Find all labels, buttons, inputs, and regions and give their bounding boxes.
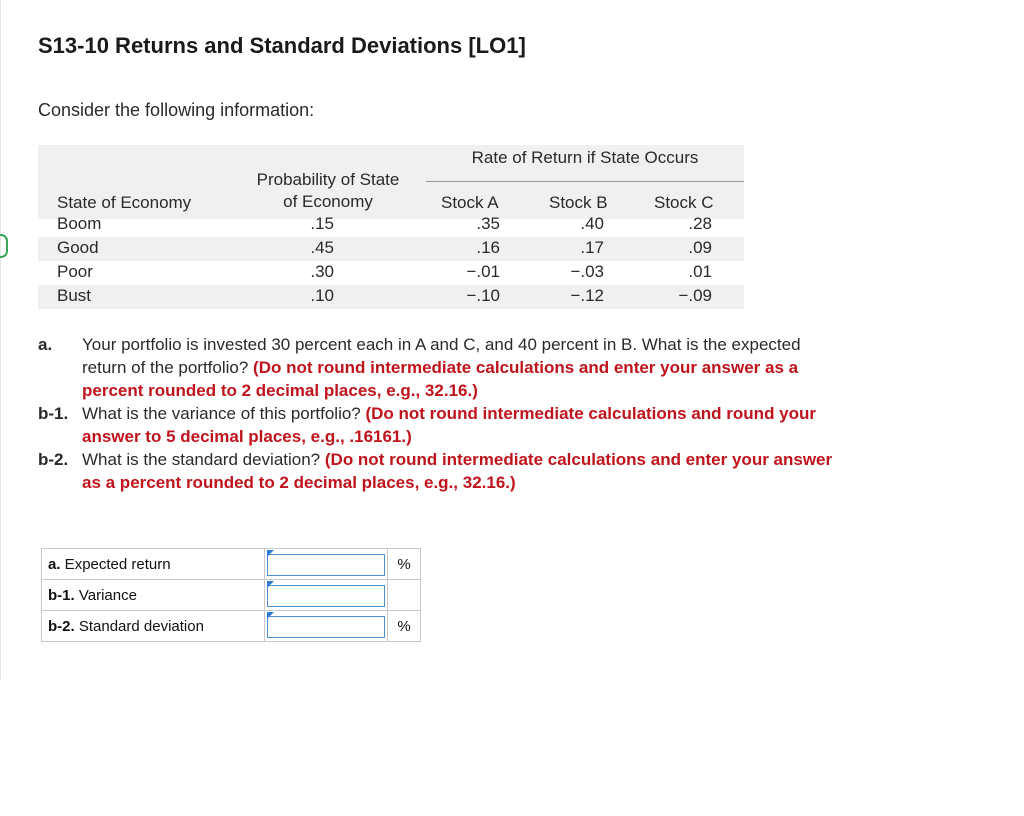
cell-prob: .15: [310, 214, 334, 233]
col-header-stock-b: Stock B: [549, 193, 608, 212]
cell-stock-c: .01: [688, 262, 712, 281]
question-label: b-2.: [38, 450, 69, 469]
probability-header: [238, 169, 418, 213]
col-header-stock-c: Stock C: [654, 193, 714, 212]
col-header-state: State of Economy: [57, 193, 192, 212]
cell-stock-c: .28: [688, 214, 712, 233]
rate-of-return-header: Rate of Return if State Occurs: [471, 148, 699, 167]
cell-stock-b: .17: [580, 238, 604, 257]
col-header-stock-a: Stock A: [441, 193, 499, 212]
cell-stock-c: −.09: [678, 286, 712, 305]
question-note: (Do not round intermediate calculations and enter your answer as a percent rounded to 2 decimal places, e.g., 32.16.): [82, 358, 799, 400]
cell-state: Boom: [57, 214, 102, 233]
question-text: Your portfolio is invested 30 percent each in A and C, and 40 percent in B. What is the expected return of the portfolio?: [82, 335, 801, 377]
question-text: What is the variance of this portfolio?: [82, 404, 366, 423]
question-note: (Do not round intermediate calculations and enter your answer as a percent rounded to 2 decimal places, e.g., 32.16.): [82, 450, 833, 492]
cell-state: Good: [57, 238, 99, 257]
cell-stock-b: .40: [580, 214, 604, 233]
cell-prob: .30: [310, 262, 334, 281]
answer-unit: %: [388, 549, 421, 580]
answer-label-bold: b-2.: [48, 617, 75, 635]
cell-prob: .45: [310, 238, 334, 257]
question-b2: [38, 448, 838, 494]
table-row: [38, 213, 744, 237]
standard-deviation-input[interactable]: [267, 616, 385, 638]
flag-icon: [267, 581, 274, 588]
cell-stock-b: −.12: [570, 286, 604, 305]
answer-label-text: Standard deviation: [74, 617, 204, 635]
cell-stock-c: .09: [688, 238, 712, 257]
answer-input-cell: [265, 611, 388, 642]
cell-stock-a: −.10: [466, 286, 500, 305]
table-row: [38, 285, 744, 309]
answer-row-variance: [42, 580, 421, 611]
header-divider: [426, 181, 744, 182]
answer-row-expected-return: [42, 549, 421, 580]
question-a: [38, 333, 838, 402]
answer-unit: [388, 580, 421, 611]
flag-icon: [267, 550, 274, 557]
table-row: [38, 237, 744, 261]
answer-row-standard-deviation: [42, 611, 421, 642]
question-note: (Do not round intermediate calculations and round your answer to 5 decimal places, e.g., .16161.): [82, 404, 817, 446]
cell-stock-a: .35: [476, 214, 500, 233]
answer-label: [42, 549, 265, 580]
cell-prob: .10: [310, 286, 334, 305]
question-label: a.: [38, 335, 53, 354]
side-indicator: [0, 234, 8, 258]
flag-icon: [267, 612, 274, 619]
answer-unit: %: [388, 611, 421, 642]
questions-list: [38, 333, 838, 494]
question-text: What is the standard deviation?: [82, 450, 325, 469]
page-title: S13-10 Returns and Standard Deviations [LO1]: [38, 33, 526, 58]
answer-label-text: Expected return: [60, 555, 171, 573]
answer-label-text: Variance: [74, 586, 137, 604]
answer-input-cell: [265, 549, 388, 580]
answer-label-bold: a.: [48, 555, 61, 573]
cell-state: Poor: [57, 262, 93, 281]
variance-input[interactable]: [267, 585, 385, 607]
table-row: [38, 261, 744, 285]
probability-header-line2: of Economy: [283, 192, 373, 211]
cell-state: Bust: [57, 286, 92, 305]
answer-label-bold: b-1.: [48, 586, 75, 604]
cell-stock-a: .16: [476, 238, 500, 257]
cell-stock-b: −.03: [570, 262, 604, 281]
question-b1: [38, 402, 838, 448]
state-of-economy-table: [38, 145, 744, 311]
answer-input-cell: [265, 580, 388, 611]
answer-label: [42, 580, 265, 611]
probability-header-line1: Probability of State: [256, 170, 400, 189]
question-label: b-1.: [38, 404, 69, 423]
answer-label: [42, 611, 265, 642]
expected-return-input[interactable]: [267, 554, 385, 576]
cell-stock-a: −.01: [466, 262, 500, 281]
answer-table: [41, 548, 421, 642]
page-left-border: [0, 0, 1, 680]
intro-text: Consider the following information:: [38, 100, 315, 120]
